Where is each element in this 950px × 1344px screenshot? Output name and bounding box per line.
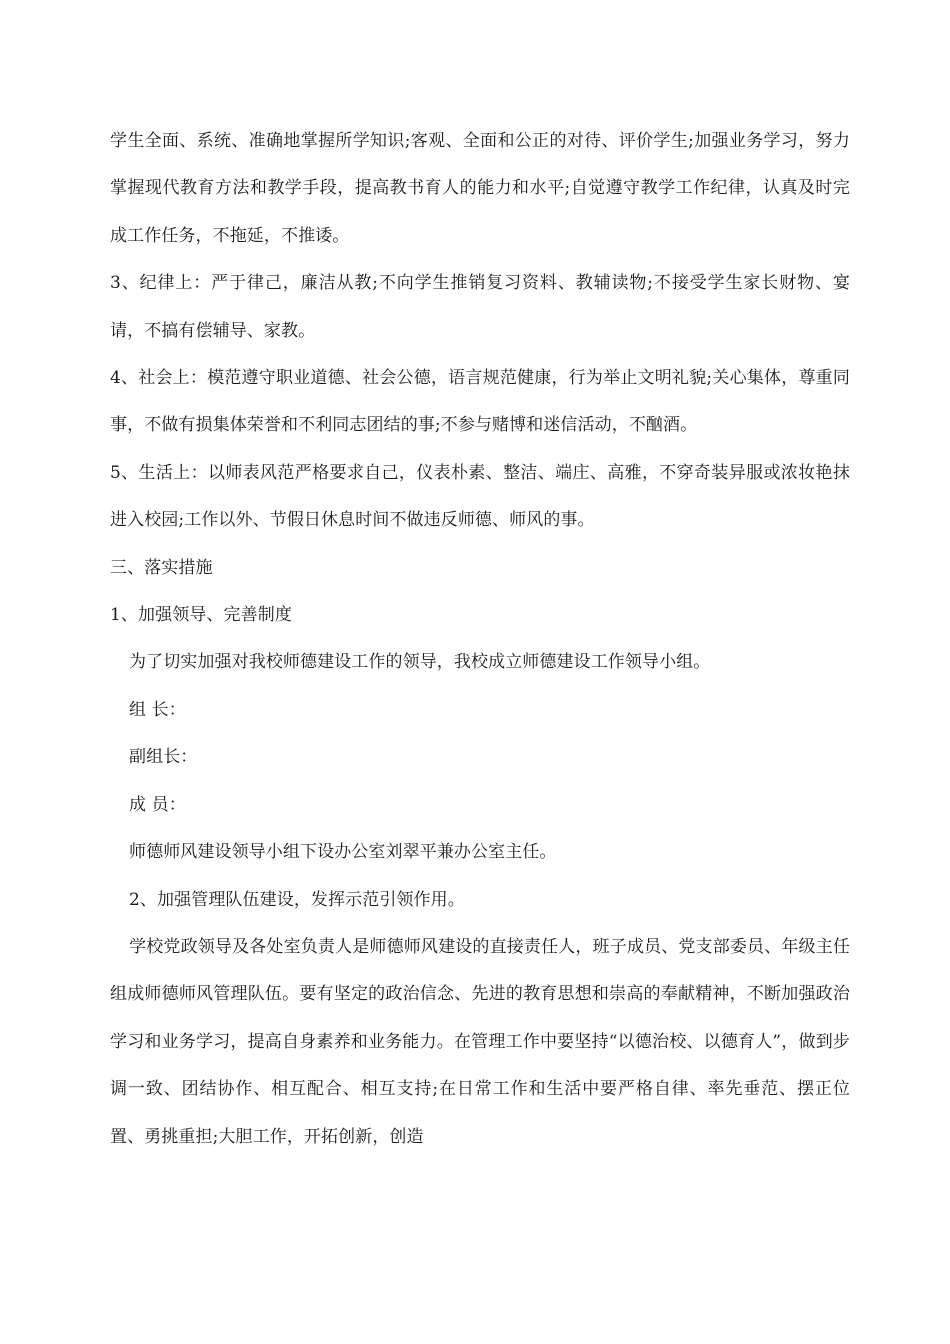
paragraph-management-team [110,924,850,1161]
section-heading-measures: 三、落实措施 [110,557,213,578]
paragraph-duties-continued: 学生全面、系统、准确地掌握所学知识;客观、全面和公正的对待、评价学生;加强业务学习，努力掌握现代教育方法和教学手段，提高教书育人的能力和水平;自觉遵守教学工作纪律，认真及时完成工作任务，不拖延，不推诿。 [110,131,850,246]
paragraph-life: 5、生活上：以师表风范严格要求自己，仪表朴素、整洁、端庄、高雅，不穿奇装异服或浓妆艳抹进入校园;工作以外、节假日休息时间不做违反师德、师风的事。 [110,462,850,531]
paragraph-leadership-group: 为了切实加强对我校师德建设工作的领导，我校成立师德建设工作领导小组。 [129,652,711,673]
field-group-leader: 组 长： [129,699,186,720]
paragraph-discipline: 3、纪律上：严于律己，廉洁从教;不向学生推销复习资料、教辅读物;不接受学生家长财物、宴请，不搞有偿辅导、家教。 [110,273,850,341]
paragraph-management-team-text: 学校党政领导及各处室负责人是师德师风建设的直接责任人，班子成员、党支部委员、年级主任组成师德师风管理队伍。要有坚定的政治信念、先进的教育思想和崇高的奉献精神，不断加强政治学习和业务学习，提高自身素养和业务能力。在管理工作中要坚持“以德治校、以德育人”，做到步调一致、团结协作、相互配合、相互支持;在日常工作和生活中要严格自律、率先垂范、摆正位置、勇挑重担;大胆工作，开拓创新，创造 [110,936,850,1147]
paragraph-society: 4、社会上：模范遵守职业道德、社会公德，语言规范健康，行为举止文明礼貌;关心集体，尊重同事，不做有损集体荣誉和不利同志团结的事;不参与赌博和迷信活动，不酗酒。 [110,368,850,436]
field-members: 成 员： [129,794,186,815]
document-page [110,118,850,1161]
subheading-management-team: 2、加强管理队伍建设，发挥示范引领作用。 [129,889,465,910]
paragraph-office: 师德师风建设领导小组下设办公室刘翠平兼办公室主任。 [129,842,557,863]
field-deputy-leader: 副组长： [129,747,198,768]
subheading-leadership: 1、加强领导、完善制度 [110,605,292,626]
